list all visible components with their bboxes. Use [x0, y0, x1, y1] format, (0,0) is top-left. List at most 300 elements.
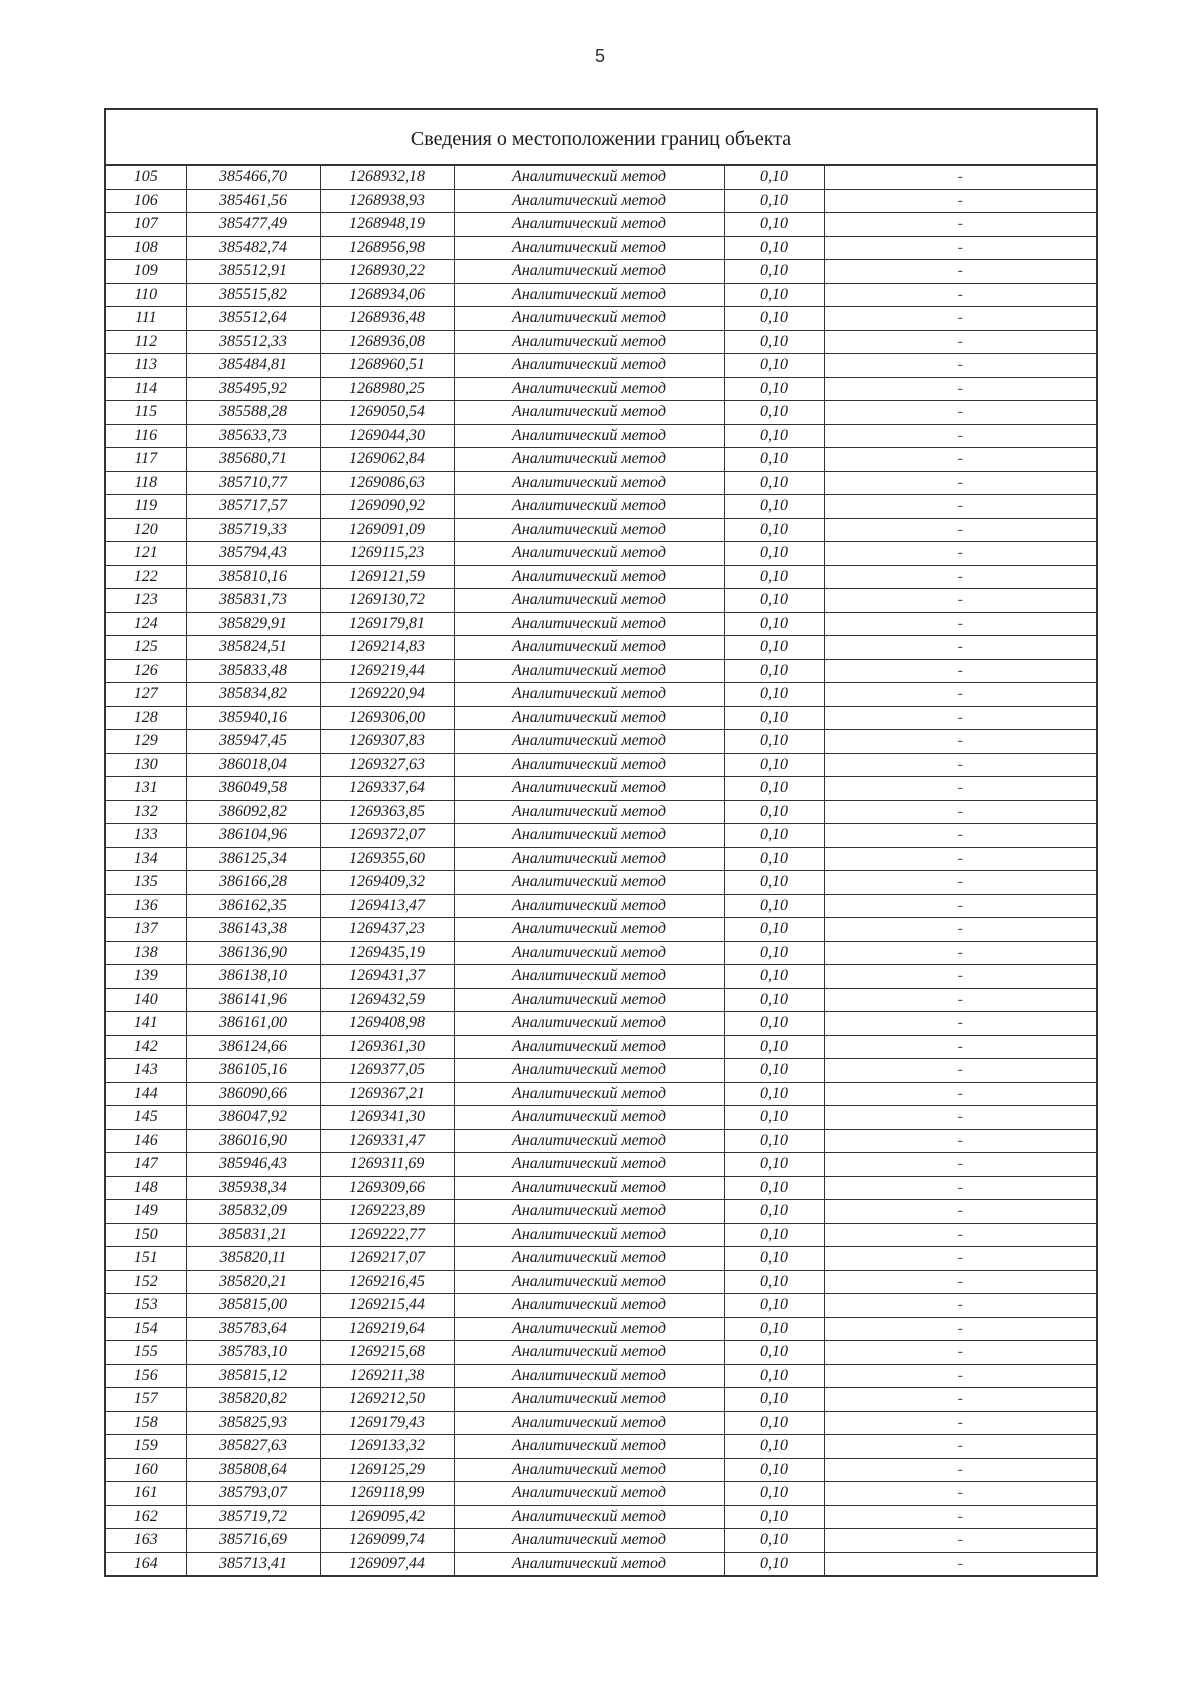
description-cell: - — [824, 1200, 1096, 1224]
table-row — [106, 1106, 1096, 1130]
x-coordinate-cell: 386105,16 — [186, 1059, 320, 1083]
description-cell: - — [824, 495, 1096, 519]
method-cell: Аналитический метод — [454, 1458, 724, 1482]
precision-cell: 0,10 — [724, 236, 824, 260]
description-cell: - — [824, 471, 1096, 495]
x-coordinate-cell: 386138,10 — [186, 965, 320, 989]
method-cell: Аналитический метод — [454, 589, 724, 613]
x-coordinate-cell: 386136,90 — [186, 941, 320, 965]
table-row — [106, 918, 1096, 942]
y-coordinate-cell: 1269133,32 — [320, 1435, 454, 1459]
y-coordinate-cell: 1269408,98 — [320, 1012, 454, 1036]
method-cell: Аналитический метод — [454, 965, 724, 989]
y-coordinate-cell: 1268960,51 — [320, 354, 454, 378]
method-cell: Аналитический метод — [454, 1317, 724, 1341]
method-cell: Аналитический метод — [454, 918, 724, 942]
x-coordinate-cell: 385940,16 — [186, 706, 320, 730]
method-cell: Аналитический метод — [454, 1200, 724, 1224]
method-cell: Аналитический метод — [454, 236, 724, 260]
description-cell: - — [824, 1482, 1096, 1506]
description-cell: - — [824, 918, 1096, 942]
y-coordinate-cell: 1268934,06 — [320, 283, 454, 307]
point-number-cell: 130 — [106, 753, 186, 777]
method-cell: Аналитический метод — [454, 1505, 724, 1529]
precision-cell: 0,10 — [724, 800, 824, 824]
method-cell: Аналитический метод — [454, 565, 724, 589]
method-cell: Аналитический метод — [454, 1035, 724, 1059]
x-coordinate-cell: 385815,00 — [186, 1294, 320, 1318]
y-coordinate-cell: 1269309,66 — [320, 1176, 454, 1200]
point-number-cell: 133 — [106, 824, 186, 848]
precision-cell: 0,10 — [724, 1082, 824, 1106]
precision-cell: 0,10 — [724, 1176, 824, 1200]
description-cell: - — [824, 1035, 1096, 1059]
x-coordinate-cell: 385831,21 — [186, 1223, 320, 1247]
method-cell: Аналитический метод — [454, 1153, 724, 1177]
precision-cell: 0,10 — [724, 589, 824, 613]
description-cell: - — [824, 1505, 1096, 1529]
point-number-cell: 116 — [106, 424, 186, 448]
x-coordinate-cell: 385833,48 — [186, 659, 320, 683]
description-cell: - — [824, 1388, 1096, 1412]
table-row — [106, 471, 1096, 495]
description-cell: - — [824, 1012, 1096, 1036]
precision-cell: 0,10 — [724, 1411, 824, 1435]
table-row — [106, 1223, 1096, 1247]
y-coordinate-cell: 1269431,37 — [320, 965, 454, 989]
description-cell: - — [824, 1223, 1096, 1247]
description-cell: - — [824, 1364, 1096, 1388]
description-cell: - — [824, 424, 1096, 448]
y-coordinate-cell: 1268932,18 — [320, 166, 454, 189]
x-coordinate-cell: 385680,71 — [186, 448, 320, 472]
x-coordinate-cell: 385820,21 — [186, 1270, 320, 1294]
precision-cell: 0,10 — [724, 1458, 824, 1482]
table-row — [106, 1082, 1096, 1106]
description-cell: - — [824, 1082, 1096, 1106]
point-number-cell: 152 — [106, 1270, 186, 1294]
precision-cell: 0,10 — [724, 166, 824, 189]
method-cell: Аналитический метод — [454, 753, 724, 777]
precision-cell: 0,10 — [724, 941, 824, 965]
x-coordinate-cell: 386141,96 — [186, 988, 320, 1012]
method-cell: Аналитический метод — [454, 1411, 724, 1435]
point-number-cell: 141 — [106, 1012, 186, 1036]
x-coordinate-cell: 386047,92 — [186, 1106, 320, 1130]
precision-cell: 0,10 — [724, 1106, 824, 1130]
point-number-cell: 129 — [106, 730, 186, 754]
table-row — [106, 1012, 1096, 1036]
description-cell: - — [824, 236, 1096, 260]
table-row — [106, 988, 1096, 1012]
table-row — [106, 1200, 1096, 1224]
precision-cell: 0,10 — [724, 260, 824, 284]
precision-cell: 0,10 — [724, 518, 824, 542]
table-row — [106, 777, 1096, 801]
table-row — [106, 871, 1096, 895]
table-row — [106, 894, 1096, 918]
y-coordinate-cell: 1269062,84 — [320, 448, 454, 472]
description-cell: - — [824, 1294, 1096, 1318]
description-cell: - — [824, 1106, 1096, 1130]
table-row — [106, 189, 1096, 213]
y-coordinate-cell: 1269341,30 — [320, 1106, 454, 1130]
boundary-points-table — [106, 166, 1096, 1575]
precision-cell: 0,10 — [724, 1247, 824, 1271]
x-coordinate-cell: 385588,28 — [186, 401, 320, 425]
precision-cell: 0,10 — [724, 448, 824, 472]
y-coordinate-cell: 1269211,38 — [320, 1364, 454, 1388]
table-row — [106, 236, 1096, 260]
table-row — [106, 307, 1096, 331]
table-row — [106, 824, 1096, 848]
method-cell: Аналитический метод — [454, 542, 724, 566]
method-cell: Аналитический метод — [454, 330, 724, 354]
description-cell: - — [824, 307, 1096, 331]
method-cell: Аналитический метод — [454, 1223, 724, 1247]
point-number-cell: 153 — [106, 1294, 186, 1318]
x-coordinate-cell: 385783,10 — [186, 1341, 320, 1365]
point-number-cell: 137 — [106, 918, 186, 942]
description-cell: - — [824, 542, 1096, 566]
table-row — [106, 1317, 1096, 1341]
precision-cell: 0,10 — [724, 1435, 824, 1459]
method-cell: Аналитический метод — [454, 871, 724, 895]
table-row — [106, 330, 1096, 354]
y-coordinate-cell: 1269130,72 — [320, 589, 454, 613]
point-number-cell: 151 — [106, 1247, 186, 1271]
precision-cell: 0,10 — [724, 1364, 824, 1388]
description-cell: - — [824, 589, 1096, 613]
method-cell: Аналитический метод — [454, 706, 724, 730]
x-coordinate-cell: 385827,63 — [186, 1435, 320, 1459]
y-coordinate-cell: 1269432,59 — [320, 988, 454, 1012]
x-coordinate-cell: 385719,33 — [186, 518, 320, 542]
x-coordinate-cell: 385815,12 — [186, 1364, 320, 1388]
method-cell: Аналитический метод — [454, 1482, 724, 1506]
description-cell: - — [824, 565, 1096, 589]
x-coordinate-cell: 386090,66 — [186, 1082, 320, 1106]
precision-cell: 0,10 — [724, 636, 824, 660]
description-cell: - — [824, 636, 1096, 660]
x-coordinate-cell: 385825,93 — [186, 1411, 320, 1435]
point-number-cell: 148 — [106, 1176, 186, 1200]
table-row — [106, 542, 1096, 566]
description-cell: - — [824, 1153, 1096, 1177]
table-row — [106, 166, 1096, 189]
precision-cell: 0,10 — [724, 401, 824, 425]
x-coordinate-cell: 385477,49 — [186, 213, 320, 237]
method-cell: Аналитический метод — [454, 824, 724, 848]
point-number-cell: 113 — [106, 354, 186, 378]
point-number-cell: 158 — [106, 1411, 186, 1435]
table-row — [106, 1247, 1096, 1271]
y-coordinate-cell: 1269307,83 — [320, 730, 454, 754]
x-coordinate-cell: 385824,51 — [186, 636, 320, 660]
y-coordinate-cell: 1269179,81 — [320, 612, 454, 636]
table-row — [106, 1176, 1096, 1200]
description-cell: - — [824, 871, 1096, 895]
table-row — [106, 495, 1096, 519]
description-cell: - — [824, 260, 1096, 284]
precision-cell: 0,10 — [724, 871, 824, 895]
point-number-cell: 157 — [106, 1388, 186, 1412]
precision-cell: 0,10 — [724, 495, 824, 519]
precision-cell: 0,10 — [724, 1294, 824, 1318]
y-coordinate-cell: 1269306,00 — [320, 706, 454, 730]
table-row — [106, 448, 1096, 472]
point-number-cell: 140 — [106, 988, 186, 1012]
description-cell: - — [824, 448, 1096, 472]
precision-cell: 0,10 — [724, 1341, 824, 1365]
y-coordinate-cell: 1269050,54 — [320, 401, 454, 425]
x-coordinate-cell: 385484,81 — [186, 354, 320, 378]
method-cell: Аналитический метод — [454, 518, 724, 542]
x-coordinate-cell: 385716,69 — [186, 1529, 320, 1553]
point-number-cell: 147 — [106, 1153, 186, 1177]
precision-cell: 0,10 — [724, 307, 824, 331]
method-cell: Аналитический метод — [454, 1176, 724, 1200]
y-coordinate-cell: 1269361,30 — [320, 1035, 454, 1059]
method-cell: Аналитический метод — [454, 847, 724, 871]
point-number-cell: 131 — [106, 777, 186, 801]
y-coordinate-cell: 1268936,08 — [320, 330, 454, 354]
y-coordinate-cell: 1269099,74 — [320, 1529, 454, 1553]
description-cell: - — [824, 213, 1096, 237]
x-coordinate-cell: 385938,34 — [186, 1176, 320, 1200]
point-number-cell: 124 — [106, 612, 186, 636]
description-cell: - — [824, 283, 1096, 307]
table-body — [106, 166, 1096, 1575]
method-cell: Аналитический метод — [454, 1082, 724, 1106]
precision-cell: 0,10 — [724, 330, 824, 354]
y-coordinate-cell: 1269090,92 — [320, 495, 454, 519]
precision-cell: 0,10 — [724, 565, 824, 589]
x-coordinate-cell: 385829,91 — [186, 612, 320, 636]
y-coordinate-cell: 1269409,32 — [320, 871, 454, 895]
table-row — [106, 753, 1096, 777]
y-coordinate-cell: 1269219,64 — [320, 1317, 454, 1341]
point-number-cell: 118 — [106, 471, 186, 495]
point-number-cell: 161 — [106, 1482, 186, 1506]
table-row — [106, 1129, 1096, 1153]
table-row — [106, 1505, 1096, 1529]
point-number-cell: 138 — [106, 941, 186, 965]
y-coordinate-cell: 1269377,05 — [320, 1059, 454, 1083]
point-number-cell: 120 — [106, 518, 186, 542]
point-number-cell: 145 — [106, 1106, 186, 1130]
y-coordinate-cell: 1268938,93 — [320, 189, 454, 213]
point-number-cell: 162 — [106, 1505, 186, 1529]
x-coordinate-cell: 385461,56 — [186, 189, 320, 213]
method-cell: Аналитический метод — [454, 1059, 724, 1083]
table-row — [106, 565, 1096, 589]
point-number-cell: 156 — [106, 1364, 186, 1388]
y-coordinate-cell: 1269222,77 — [320, 1223, 454, 1247]
description-cell: - — [824, 941, 1096, 965]
precision-cell: 0,10 — [724, 1388, 824, 1412]
point-number-cell: 109 — [106, 260, 186, 284]
x-coordinate-cell: 385512,64 — [186, 307, 320, 331]
description-cell: - — [824, 518, 1096, 542]
x-coordinate-cell: 385717,57 — [186, 495, 320, 519]
description-cell: - — [824, 1247, 1096, 1271]
point-number-cell: 146 — [106, 1129, 186, 1153]
method-cell: Аналитический метод — [454, 189, 724, 213]
precision-cell: 0,10 — [724, 1129, 824, 1153]
method-cell: Аналитический метод — [454, 1270, 724, 1294]
precision-cell: 0,10 — [724, 1223, 824, 1247]
x-coordinate-cell: 385820,11 — [186, 1247, 320, 1271]
x-coordinate-cell: 385633,73 — [186, 424, 320, 448]
precision-cell: 0,10 — [724, 1200, 824, 1224]
description-cell: - — [824, 1341, 1096, 1365]
point-number-cell: 114 — [106, 377, 186, 401]
x-coordinate-cell: 385495,92 — [186, 377, 320, 401]
method-cell: Аналитический метод — [454, 448, 724, 472]
x-coordinate-cell: 386124,66 — [186, 1035, 320, 1059]
method-cell: Аналитический метод — [454, 471, 724, 495]
y-coordinate-cell: 1268948,19 — [320, 213, 454, 237]
y-coordinate-cell: 1269216,45 — [320, 1270, 454, 1294]
description-cell: - — [824, 1317, 1096, 1341]
method-cell: Аналитический метод — [454, 354, 724, 378]
x-coordinate-cell: 385794,43 — [186, 542, 320, 566]
point-number-cell: 108 — [106, 236, 186, 260]
table-row — [106, 377, 1096, 401]
point-number-cell: 132 — [106, 800, 186, 824]
x-coordinate-cell: 386092,82 — [186, 800, 320, 824]
point-number-cell: 142 — [106, 1035, 186, 1059]
point-number-cell: 126 — [106, 659, 186, 683]
description-cell: - — [824, 401, 1096, 425]
x-coordinate-cell: 385808,64 — [186, 1458, 320, 1482]
precision-cell: 0,10 — [724, 1012, 824, 1036]
y-coordinate-cell: 1269086,63 — [320, 471, 454, 495]
point-number-cell: 112 — [106, 330, 186, 354]
method-cell: Аналитический метод — [454, 730, 724, 754]
precision-cell: 0,10 — [724, 542, 824, 566]
x-coordinate-cell: 385719,72 — [186, 1505, 320, 1529]
table-row — [106, 1411, 1096, 1435]
description-cell: - — [824, 730, 1096, 754]
description-cell: - — [957, 1554, 963, 1572]
method-cell: Аналитический метод — [454, 1294, 724, 1318]
precision-cell: 0,10 — [724, 894, 824, 918]
method-cell: Аналитический метод — [454, 1106, 724, 1130]
description-cell: - — [824, 612, 1096, 636]
section-title: Сведения о местоположении границ объекта — [106, 110, 1096, 166]
y-coordinate-cell: 1269044,30 — [320, 424, 454, 448]
method-cell: Аналитический метод — [454, 377, 724, 401]
point-number-cell: 134 — [106, 847, 186, 871]
y-coordinate-cell: 1269223,89 — [320, 1200, 454, 1224]
method-cell: Аналитический метод — [454, 307, 724, 331]
x-coordinate-cell: 386166,28 — [186, 871, 320, 895]
table-row — [106, 1153, 1096, 1177]
table-row — [106, 1388, 1096, 1412]
method-cell: Аналитический метод — [454, 659, 724, 683]
precision-cell: 0,10 — [724, 777, 824, 801]
y-coordinate-cell: 1269363,85 — [320, 800, 454, 824]
description-cell: - — [824, 988, 1096, 1012]
y-coordinate-cell: 1268956,98 — [320, 236, 454, 260]
point-number-cell: 115 — [106, 401, 186, 425]
description-cell: - — [824, 1435, 1096, 1459]
precision-cell: 0,10 — [724, 824, 824, 848]
point-number-cell: 107 — [106, 213, 186, 237]
method-cell: Аналитический метод — [454, 1388, 724, 1412]
table-row — [106, 1552, 1096, 1575]
precision-cell: 0,10 — [724, 1317, 824, 1341]
description-cell: - — [824, 824, 1096, 848]
y-coordinate-cell: 1269311,69 — [320, 1153, 454, 1177]
table-row — [106, 1059, 1096, 1083]
table-row — [106, 518, 1096, 542]
description-cell: - — [824, 1529, 1096, 1553]
table-row — [106, 847, 1096, 871]
point-number-cell: 149 — [106, 1200, 186, 1224]
description-cell: - — [824, 753, 1096, 777]
y-coordinate-cell: 1269212,50 — [320, 1388, 454, 1412]
y-coordinate-cell: 1269437,23 — [320, 918, 454, 942]
y-coordinate-cell: 1268930,22 — [320, 260, 454, 284]
precision-cell: 0,10 — [724, 354, 824, 378]
precision-cell: 0,10 — [724, 988, 824, 1012]
point-number-cell: 163 — [106, 1529, 186, 1553]
table-row — [106, 1435, 1096, 1459]
y-coordinate-cell: 1269217,07 — [320, 1247, 454, 1271]
y-coordinate-cell: 1269367,21 — [320, 1082, 454, 1106]
precision-cell: 0,10 — [724, 683, 824, 707]
y-coordinate-cell: 1269095,42 — [320, 1505, 454, 1529]
x-coordinate-cell: 385810,16 — [186, 565, 320, 589]
method-cell: Аналитический метод — [454, 636, 724, 660]
table-row — [106, 1294, 1096, 1318]
y-coordinate-cell: 1269179,43 — [320, 1411, 454, 1435]
x-coordinate-cell: 386125,34 — [186, 847, 320, 871]
table-row — [106, 1482, 1096, 1506]
point-number-cell: 143 — [106, 1059, 186, 1083]
y-coordinate-cell: 1269220,94 — [320, 683, 454, 707]
method-cell: Аналитический метод — [454, 894, 724, 918]
x-coordinate-cell: 385482,74 — [186, 236, 320, 260]
description-cell: - — [824, 1270, 1096, 1294]
method-cell: Аналитический метод — [454, 166, 724, 189]
x-coordinate-cell: 386104,96 — [186, 824, 320, 848]
method-cell: Аналитический метод — [454, 941, 724, 965]
description-cell: - — [824, 1458, 1096, 1482]
x-coordinate-cell: 385946,43 — [186, 1153, 320, 1177]
point-number-cell: 111 — [106, 307, 186, 331]
x-coordinate-cell: 385713,41 — [186, 1552, 320, 1575]
precision-cell: 0,10 — [724, 730, 824, 754]
description-cell: - — [824, 777, 1096, 801]
point-number-cell: 123 — [106, 589, 186, 613]
table-row — [106, 1364, 1096, 1388]
x-coordinate-cell: 385832,09 — [186, 1200, 320, 1224]
precision-cell: 0,10 — [724, 612, 824, 636]
table-row — [106, 1270, 1096, 1294]
y-coordinate-cell: 1269413,47 — [320, 894, 454, 918]
point-number-cell: 106 — [106, 189, 186, 213]
x-coordinate-cell: 385793,07 — [186, 1482, 320, 1506]
precision-cell: 0,10 — [724, 706, 824, 730]
precision-cell: 0,10 — [724, 1482, 824, 1506]
x-coordinate-cell: 386018,04 — [186, 753, 320, 777]
precision-cell: 0,10 — [724, 847, 824, 871]
table-row — [106, 260, 1096, 284]
